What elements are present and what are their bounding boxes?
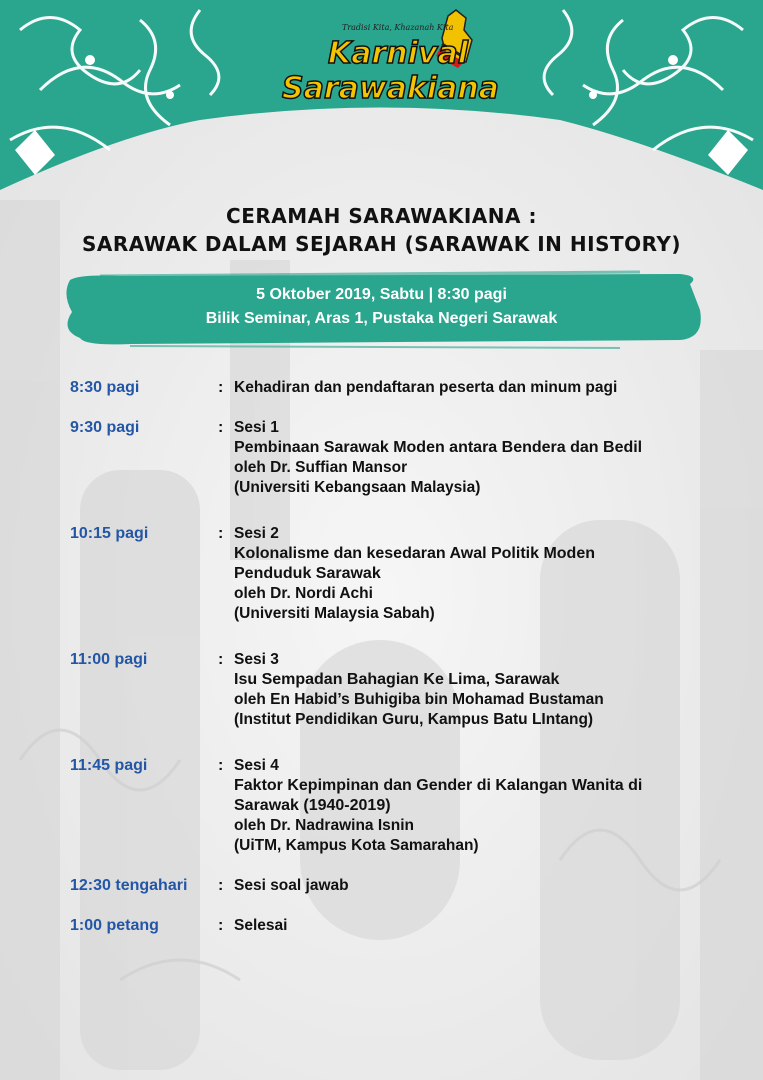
session-title: Kolonalisme dan kesedaran Awal Politik Moden [234,545,595,562]
schedule-time: 10:15 pagi [70,525,149,542]
schedule-time: 11:00 pagi [70,651,148,668]
schedule-time: 12:30 tengahari [70,877,188,894]
session-speaker: oleh Dr. Suffian Mansor [234,459,408,476]
session-title: Pembinaan Sarawak Moden antara Bendera dan Bedil [234,439,643,456]
session-affiliation: (Universiti Kebangsaan Malaysia) [234,479,481,496]
schedule-row [70,876,740,896]
schedule-colon: : [218,379,224,396]
session-title: Isu Sempadan Bahagian Ke Lima, Sarawak [234,671,560,688]
session-affiliation: (Institut Pendidikan Guru, Kampus Batu LIntang) [234,711,594,728]
schedule-line: Sesi soal jawab [234,877,349,894]
session-title: Faktor Kepimpinan dan Gender di Kalangan Wanita di [234,777,643,794]
schedule-row [70,756,740,856]
schedule-colon: : [218,419,224,436]
schedule-detail [234,524,740,624]
schedule-detail [234,650,740,730]
schedule-row [70,650,740,730]
schedule-detail [234,876,740,896]
schedule-line: Kehadiran dan pendaftaran peserta dan minum pagi [234,379,618,396]
schedule-time: 1:00 petang [70,917,159,934]
schedule-detail [234,756,740,856]
schedule-detail [234,378,740,398]
session-number: Sesi 2 [234,525,279,542]
banner-text [0,283,763,331]
schedule-time: 9:30 pagi [70,419,140,436]
session-affiliation: (Universiti Malaysia Sabah) [234,605,435,622]
session-title-cont: Penduduk Sarawak [234,565,381,582]
session-speaker: oleh En Habid’s Buhigiba bin Mohamad Bustaman [234,691,604,708]
karnival-sarawakiana-logo [270,8,500,108]
session-affiliation: (UiTM, Kampus Kota Samarahan) [234,837,479,854]
schedule-colon: : [218,917,224,934]
logo-line2: Sarawakiana [282,71,499,106]
banner-venue: Bilik Seminar, Aras 1, Pustaka Negeri Sarawak [205,310,558,327]
schedule-row [70,524,740,624]
schedule-row [70,916,740,936]
schedule-colon: : [218,877,224,894]
schedule-time: 8:30 pagi [70,379,140,396]
schedule-detail [234,916,740,936]
session-number: Sesi 3 [234,651,279,668]
schedule-colon: : [218,651,224,668]
session-speaker: oleh Dr. Nadrawina Isnin [234,817,415,834]
schedule-detail [234,418,740,498]
session-number: Sesi 4 [234,757,279,774]
schedule-list [70,378,740,936]
logo-tagline: Tradisi Kita, Khazanah Kita [342,23,454,32]
session-speaker: oleh Dr. Nordi Achi [234,585,373,602]
session-title-cont: Sarawak (1940-2019) [234,797,391,814]
logo-line1: Karnival [328,36,469,71]
schedule-time: 11:45 pagi [70,757,148,774]
schedule-row [70,378,740,398]
schedule-colon: : [218,525,224,542]
title-line-2: SARAWAK DALAM SEJARAH (SARAWAK IN HISTORY) [81,232,682,256]
schedule-line: Selesai [234,917,288,934]
schedule-colon: : [218,757,224,774]
session-number: Sesi 1 [234,419,279,436]
page-title [0,202,763,258]
banner-date: 5 Oktober 2019, Sabtu | 8:30 pagi [256,286,507,303]
schedule-row [70,418,740,498]
title-line-1: CERAMAH SARAWAKIANA : [226,204,537,228]
